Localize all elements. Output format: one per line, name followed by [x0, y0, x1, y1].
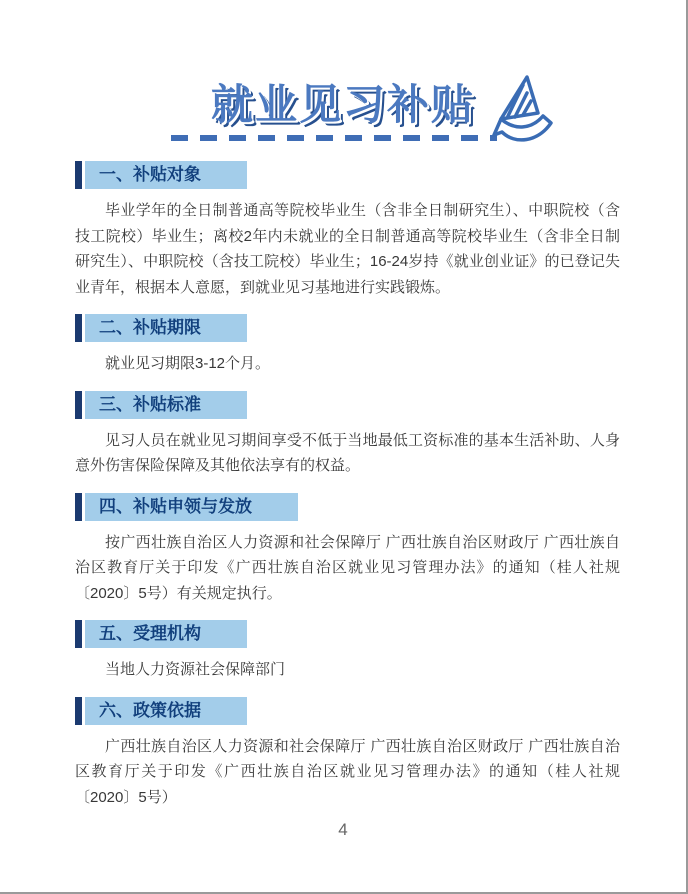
section-body: 见习人员在就业见习期间享受不低于当地最低工资标准的基本生活补助、人身意外伤害保险保障及其他依法享有的权益。	[75, 431, 620, 474]
section-header-bar	[75, 161, 82, 189]
section-body: 按广西壮族自治区人力资源和社会保障厅 广西壮族自治区财政厅 广西壮族自治区教育厅关于印发《广西壮族自治区就业见习管理办法》的通知（桂人社规〔2020〕5号）有关规定执行。	[75, 533, 620, 602]
section-header-bar	[75, 620, 82, 648]
section-header	[75, 493, 298, 521]
section-heading: 一、补贴对象	[85, 161, 247, 189]
title-block	[210, 81, 475, 141]
section-header	[75, 697, 247, 725]
section-body: 就业见习期限3-12个月。	[105, 355, 271, 372]
section-body: 当地人力资源社会保障部门	[105, 661, 286, 678]
section-heading: 二、补贴期限	[85, 314, 247, 342]
section-header-bar	[75, 314, 82, 342]
section-header	[75, 620, 247, 648]
section-header-bar	[75, 493, 82, 521]
section-heading: 四、补贴申领与发放	[85, 493, 298, 521]
title-dashed-underline	[171, 135, 497, 141]
page-number: 4	[338, 820, 348, 839]
section	[75, 391, 620, 479]
sections	[75, 161, 620, 810]
section	[75, 161, 620, 300]
section-heading: 三、补贴标准	[85, 391, 247, 419]
page-title: 就业见习补贴	[210, 81, 475, 128]
section	[75, 697, 620, 811]
section	[75, 493, 620, 607]
section-heading: 六、政策依据	[85, 697, 247, 725]
section-heading: 五、受理机构	[85, 620, 247, 648]
arrow-swoosh-icon	[481, 72, 563, 152]
section	[75, 620, 620, 683]
section-header	[75, 161, 247, 189]
section-header	[75, 314, 247, 342]
section-header	[75, 391, 247, 419]
section-header-bar	[75, 391, 82, 419]
section-body: 毕业学年的全日制普通高等院校毕业生（含非全日制研究生）、中职院校（含技工院校）毕业生；离校2年内未就业的全日制普通高等院校毕业生（含非全日制研究生）、中职院校（含技工院校）毕业生；16-24岁持《就业创业证》的已登记失业青年，根据本人意愿，到就业见习基地进行实践锻炼。	[75, 202, 620, 296]
section-body: 广西壮族自治区人力资源和社会保障厅 广西壮族自治区财政厅 广西壮族自治区教育厅关于印发《广西壮族自治区就业见习管理办法》的通知（桂人社规〔2020〕5号）	[75, 737, 620, 806]
section	[75, 314, 620, 377]
section-header-bar	[75, 697, 82, 725]
